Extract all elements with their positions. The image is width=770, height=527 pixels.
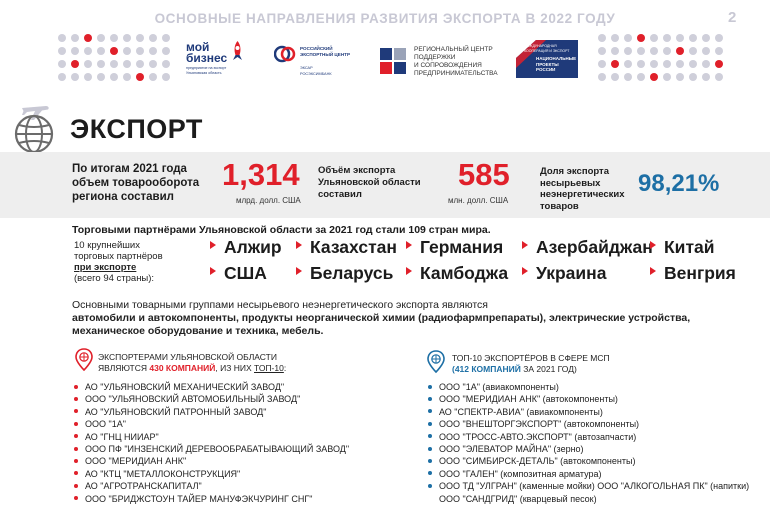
country-7: Беларусь [296,263,393,284]
exporters-count: 430 КОМПАНИЙ [149,363,216,373]
list-item: АО "СПЕКТР-АВИА" (авиакомпоненты) [428,406,749,418]
country-8: Камбоджа [406,263,508,284]
bullet-icon [74,397,78,401]
exporters-top10: ТОП-10 [254,363,284,373]
header-title: ОСНОВНЫЕ НАПРАВЛЕНИЯ РАЗВИТИЯ ЭКСПОРТА В 2022 ГОДУ [154,11,616,26]
export-label: Объём экспорта Ульяновской области составил [318,165,421,200]
arrow-icon [406,267,412,275]
bullet-icon [428,397,432,401]
bullet-icon [74,434,78,438]
logo-national-projects [516,40,578,78]
list-item: ООО "ЭЛЕВАТОР МАЙНА" (зерно) [428,443,749,455]
arrow-icon [650,241,656,249]
list-item: АО "КТЦ "МЕТАЛЛОКОНСТРУКЦИЯ" [74,468,349,480]
bullet-icon [428,459,432,463]
moi-biznes-name: мой бизнес [186,40,228,65]
goods-intro: Основными товарными группами несырьевого неэнергетического экспорта являются [72,299,488,311]
share-value: 98,21% [638,170,720,197]
partners-label-line1: 10 крупнейших [74,240,140,251]
list-item: ООО "БРИДЖСТОУН ТАЙЕР МАНУФЭКЧУРИНГ СНГ" [74,493,349,505]
bullet-icon [428,422,432,426]
list-item: ООО ТД "УЛГРАН" (каменные мойки) ООО "АЛКОГОЛЬНАЯ ПК" (напитки) [428,480,749,492]
sme-title-line2: (412 КОМПАНИЙ ЗА 2021 ГОД) [452,364,577,374]
list-item: ООО "САНДГРИД" (кварцевый песок) [439,493,597,504]
national-line1: МЕЖДУНАРОДНАЯ КООПЕРАЦИЯ И ЭКСПОРТ [524,44,570,53]
bullet-icon [428,385,432,389]
list-item: АО "УЛЬЯНОВСКИЙ ПАТРОННЫЙ ЗАВОД" [74,406,349,418]
rocket-icon [229,40,246,62]
exporters-list [74,381,349,505]
list-item: ООО ПФ "ИНЗЕНСКИЙ ДЕРЕВООБРАБАТЫВАЮЩИЙ ЗАВОД" [74,443,349,455]
list-item: ООО "ТРОСС-АВТО.ЭКСПОРТ" (автозапчасти) [428,431,749,443]
regional-line3: И СОПРОВОЖДЕНИЯ [414,62,482,69]
arrow-icon [296,267,302,275]
exporters-title-line2: ЯВЛЯЮТСЯ 430 КОМПАНИЙ, ИЗ НИХ ТОП-10: [98,363,287,373]
arrow-icon [296,241,302,249]
sme-count: (412 КОМПАНИЙ [452,364,521,374]
section-title: ЭКСПОРТ [70,114,203,144]
partners-label-line2: торговых партнёров [74,251,163,262]
turnover-unit: млрд. долл. США [236,196,301,205]
list-item: ООО "ВНЕШТОРГЭКСПОРТ" (автокомпоненты) [428,418,749,430]
logo-moi-biznes [186,42,246,75]
bullet-icon [74,447,78,451]
list-item: АО "АГРОТРАНСКАПИТАЛ" [74,480,349,492]
regional-line1: РЕГИОНАЛЬНЫЙ ЦЕНТР [414,46,493,53]
country-4: Азербайджан [522,237,653,258]
dot-grid-right [598,34,723,81]
dot-grid-left [58,34,170,81]
moi-biznes-tagline: предприятие на экспорт Ульяновская область [186,66,227,75]
country-5: Китай [650,237,715,258]
country-6: США [210,263,267,284]
rec-name: РОССИЙСКИЙ ЭКСПОРТНЫЙ ЦЕНТР [300,46,351,57]
bullet-icon [74,385,78,389]
turnover-value: 1,314 [222,157,300,192]
partners-label-line4: (всего 94 страны): [74,273,155,284]
regional-center-emblem-icon [378,46,408,76]
sme-title-line1: ТОП-10 ЭКСПОРТЁРОВ В СФЕРЕ МСП [452,353,610,363]
globe-icon [10,108,58,156]
rec-sub2: РОСЭКСИМБАНК [300,72,332,76]
arrow-icon [650,267,656,275]
location-pin-red-icon [74,348,94,372]
arrow-icon [210,241,216,249]
partners-label [74,240,204,284]
bullet-icon [74,496,78,500]
bullet-icon [428,447,432,451]
logo-regional-center [378,42,508,80]
country-9: Украина [522,263,606,284]
arrow-icon [522,267,528,275]
bullet-icon [74,422,78,426]
export-value: 585 [458,157,510,192]
goods-list-line1: автомобили и автокомпоненты, продукты неорганической химии (радиофармпрепараты), электрические устройства, [72,312,691,324]
bullet-icon [428,471,432,475]
logo-rec [274,42,364,80]
country-1: Алжир [210,237,282,258]
list-item: ООО "1А" [74,418,349,430]
rec-emblem-icon [274,44,296,64]
arrow-icon [210,267,216,275]
export-unit: млн. долл. США [448,196,509,205]
list-item: ООО "1А" (авиакомпоненты) [428,381,749,393]
regional-line4: ПРЕДПРИНИМАТЕЛЬСТВА [414,70,498,77]
country-2: Казахстан [296,237,397,258]
exporters-title [98,352,286,374]
goods-list-line2: механическое оборудование и техника, мебель. [72,325,324,337]
national-line2: НАЦИОНАЛЬНЫЕ ПРОЕКТЫ РОССИИ [536,56,577,72]
share-label: Доля экспорта несырьевых неэнергетических товаров [540,166,625,212]
bullet-icon [74,471,78,475]
bullet-icon [428,434,432,438]
partners-label-line3: при экспорте [74,262,137,273]
list-item: ООО "СИМБИРСК-ДЕТАЛЬ" (автокомпоненты) [428,455,749,467]
list-item: АО "ГНЦ НИИАР" [74,431,349,443]
list-item: АО "УЛЬЯНОВСКИЙ МЕХАНИЧЕСКИЙ ЗАВОД" [74,381,349,393]
bullet-icon [74,484,78,488]
list-item: ООО "МЕРИДИАН АНК" [74,455,349,467]
goods-paragraph [72,299,732,338]
turnover-label: По итогам 2021 года объем товарооборота региона составил [72,163,200,203]
rec-sub1: ЭКСАР [300,66,313,70]
sme-title [452,353,610,375]
partners-heading: Торговыми партнёрами Ульяновской области за 2021 год стали 109 стран мира. [72,224,491,236]
regional-line2: ПОДДЕРЖКИ [414,54,456,61]
list-item: ООО "ГАЛЕН" (композитная арматура) [428,468,749,480]
location-pin-blue-icon [426,350,446,374]
list-item: ООО "МЕРИДИАН АНК" (автокомпоненты) [428,393,749,405]
arrow-icon [406,241,412,249]
country-3: Германия [406,237,503,258]
arrow-icon [522,241,528,249]
list-item: ООО "УЛЬЯНОВСКИЙ АВТОМОБИЛЬНЫЙ ЗАВОД" [74,393,349,405]
exporters-title-line1: ЭКСПОРТЕРАМИ УЛЬЯНОВСКОЙ ОБЛАСТИ [98,352,277,362]
bullet-icon [428,484,432,488]
bullet-icon [74,409,78,413]
country-10: Венгрия [650,263,736,284]
page-number: 2 [728,9,737,26]
bullet-icon [428,409,432,413]
bullet-icon [74,459,78,463]
sme-list [428,381,749,505]
